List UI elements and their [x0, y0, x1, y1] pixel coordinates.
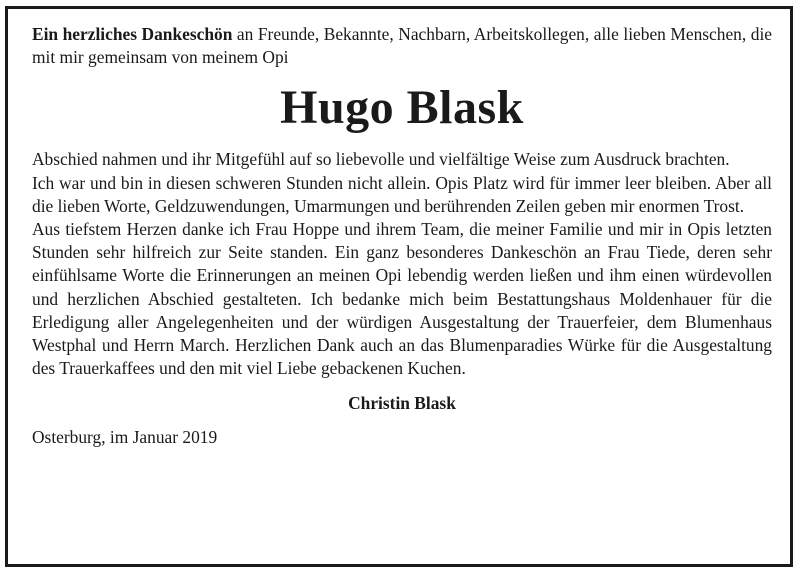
intro-rest: an Freunde, Bekannte, Nachbarn, Arbeitskollegen, alle lieben Menschen, die mit mir gemeinsam von meinem Opi: [32, 24, 773, 68]
paragraph: Ich war und bin in diesen schweren Stunden nicht allein. Opis Platz wird für immer leer bleiben. Aber all die lieben Worte, Geldzuwendungen, Umarmungen und berührenden Zeilen geben mir enormen Trost.: [32, 172, 772, 216]
intro-bold: Ein herzliches Dankeschön: [32, 24, 233, 44]
place-date: Osterburg, im Januar 2019: [32, 426, 218, 447]
message-body: [32, 148, 772, 380]
signature: Christin Blask: [348, 393, 456, 414]
intro-text: [32, 23, 772, 69]
paragraph: Abschied nahmen und ihr Mitgefühl auf so liebevolle und vielfältige Weise zum Ausdruck brachten.: [32, 149, 730, 170]
notice-border: [5, 6, 793, 567]
deceased-name: Hugo Blask: [280, 81, 524, 135]
notice-content: [32, 23, 772, 449]
paragraph: Aus tiefstem Herzen danke ich Frau Hoppe und ihrem Team, die meiner Familie und mir in Opis letzten Stunden sehr hilfreich zur Seite standen. Ein ganz besonderes Dankeschön an Frau Tiede, deren sehr einfühlsame Worte die Erinnerungen an meinen Opi lebendig werden ließen und ihm einen würdevollen und herzlichen Abschied gestalteten. Ich bedanke mich beim Bestattungshaus Moldenhauer für die Erledigung aller Angelegenheiten und der würdigen Ausgestaltung der Trauerfeier, dem Blumenhaus Westphal und Herrn March. Herzlichen Dank auch an das Blumenparadies Würke für die Ausgestaltung des Trauerkaffees und den mit viel Liebe gebackenen Kuchen.: [32, 219, 772, 379]
